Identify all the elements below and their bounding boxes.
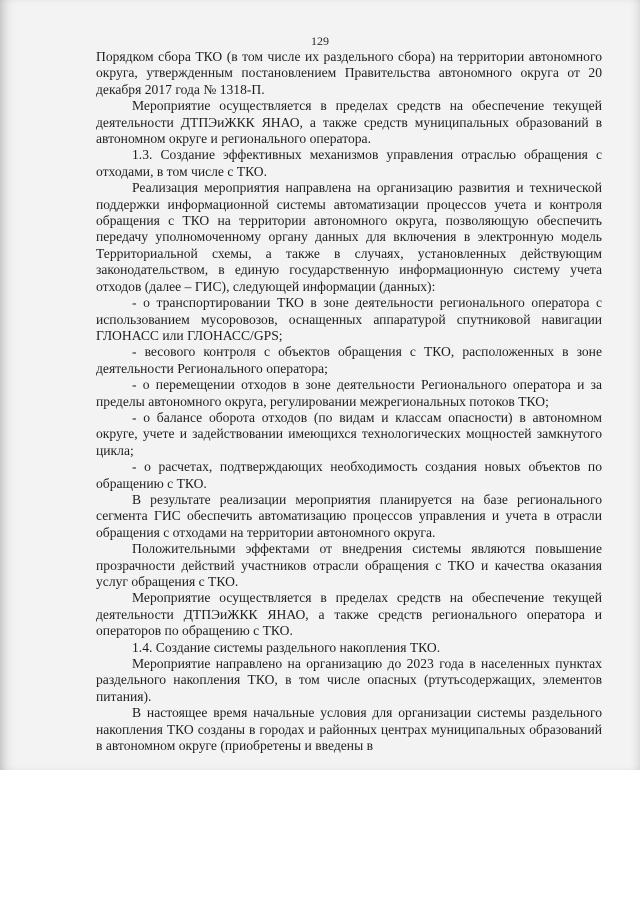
paragraph: 1.4. Создание системы раздельного накопления ТКО. <box>132 639 441 655</box>
paragraph: Реализация мероприятия направлена на организацию развития и технической поддержки информационной системы автоматизации процессов учета и контроля обращения с ТКО на территории автономного округа, позволяющую обеспечить передачу уполномоченному органу данных для включения в электронную модель Территориальной схемы, а также в случаях, установленных действующим законодательством, в единую государственную информационную систему учета отходов (далее – ГИС), следующей информации (данных): <box>96 180 602 294</box>
paragraph: Мероприятие осуществляется в пределах средств на обеспечение текущей деятельности ДТПЭиЖКК ЯНАО, а также средств муниципальных образований в автономном округе и регионального оператора. <box>96 98 602 147</box>
paragraph: 1.3. Создание эффективных механизмов управления отраслью обращения с отходами, в том числе с ТКО. <box>96 147 602 179</box>
paragraph: - о транспортировании ТКО в зоне деятельности регионального оператора с использованием мусоровозов, оснащенных аппаратурой спутниковой навигации ГЛОНАСС или ГЛОНАСС/GPS; <box>96 295 602 343</box>
paragraph: Положительными эффектами от внедрения системы являются повышение прозрачности действий участников отрасли обращения с ТКО и качества оказания услуг обращения с ТКО. <box>96 541 602 589</box>
paragraph: Порядком сбора ТКО (в том числе их раздельного сбора) на территории автономного округа, утвержденным постановлением Правительства автономного округа от 20 декабря 2017 года № 1318-П. <box>96 49 602 97</box>
paragraph: - о расчетах, подтверждающих необходимость создания новых объектов по обращению с ТКО. <box>96 459 602 491</box>
page-number: 129 <box>311 34 329 48</box>
document-body <box>96 49 602 754</box>
paragraph: В настоящее время начальные условия для организации системы раздельного накопления ТКО созданы в городах и районных центрах муниципальных образований в автономном округе (приобретены и введены в <box>96 705 602 754</box>
paragraph: - о перемещении отходов в зоне деятельности Регионального оператора и за пределы автономного округа, регулировании межрегиональных потоков ТКО; <box>96 377 602 409</box>
paragraph: Мероприятие направлено на организацию до 2023 года в населенных пунктах раздельного накопления ТКО, в том числе опасных (ртутьсодержащих, элементов питания). <box>96 656 602 704</box>
paragraph: В результате реализации мероприятия планируется на базе регионального сегмента ГИС обеспечить автоматизацию процессов управления и учета в отрасли обращения с отходами на территории автономного округа. <box>96 491 602 540</box>
paragraph: - весового контроля с объектов обращения с ТКО, расположенных в зоне деятельности Регионального оператора; <box>96 344 602 376</box>
paragraph: Мероприятие осуществляется в пределах средств на обеспечение текущей деятельности ДТПЭиЖКК ЯНАО, а также средств регионального оператора и операторов по обращению с ТКО. <box>96 590 602 639</box>
paragraph: - о балансе оборота отходов (по видам и классам опасности) в автономном округе, учете и задействовании имеющихся технологических мощностей замкнутого цикла; <box>96 409 602 458</box>
